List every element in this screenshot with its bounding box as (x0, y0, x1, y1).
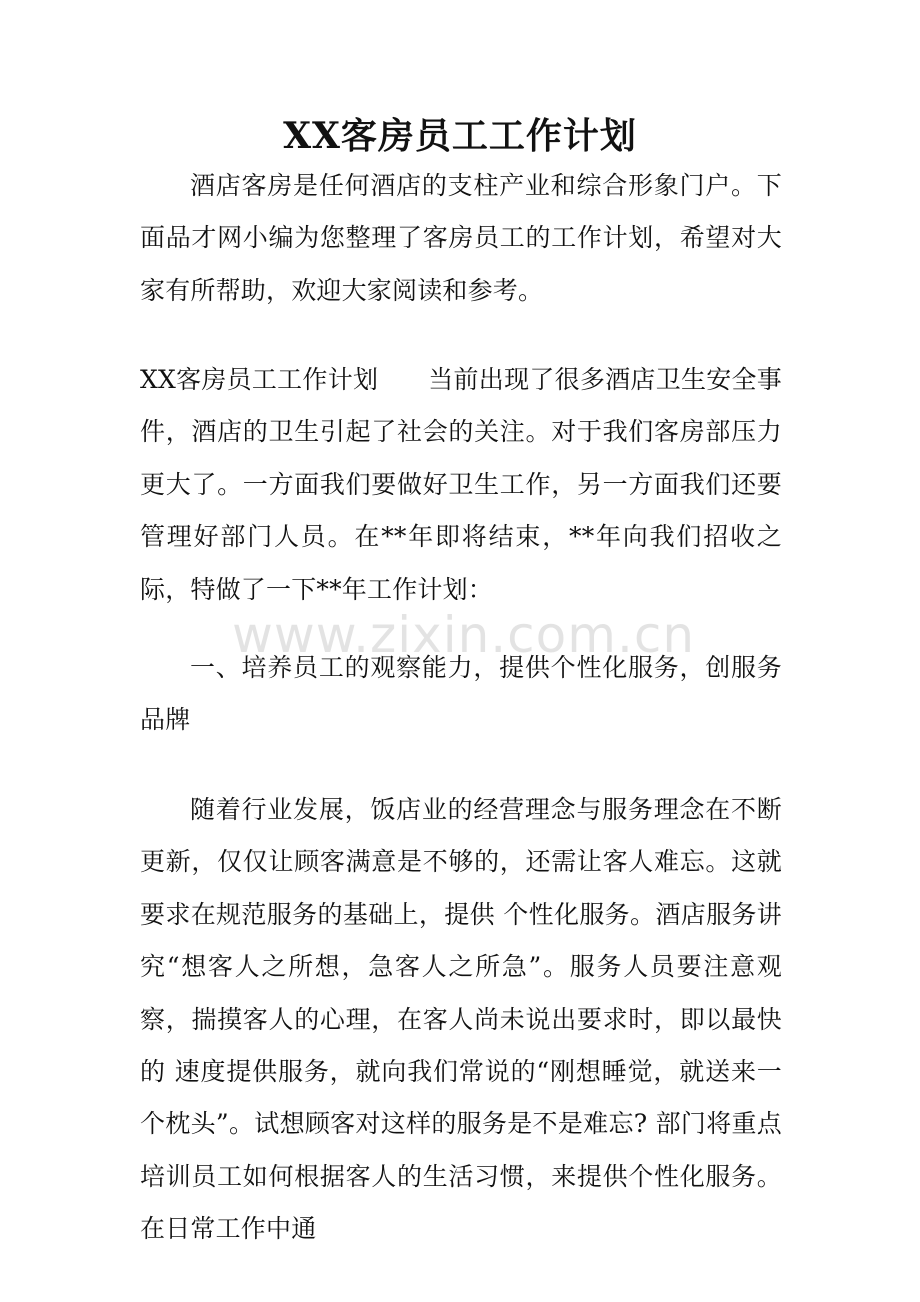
plan-paragraph (140, 354, 782, 616)
plan-text: 当前出现了很多酒店卫生安全事件，酒店的卫生引起了社会的关注。对于我们客房部压力更大了。一方面我们要做好卫生工作，另一方面我们还要管理好部门人员。在**年即将结束，**年向我们招收之际，特做了一下**年工作计划： (140, 365, 782, 604)
intro-paragraph: 酒店客房是任何酒店的支柱产业和综合形象门户。下面品才网小编为您整理了客房员工的工作计划，希望对大家有所帮助，欢迎大家阅读和参考。 (140, 171, 782, 305)
watermark: www.zixin.com.cn (232, 606, 696, 664)
document-title: XX客房员工工作计划 (283, 115, 637, 157)
section-heading: 一、培养员工的观察能力，提供个性化服务，创服务品牌 (140, 653, 782, 735)
section-body-paragraph: 随着行业发展，饭店业的经营理念与服务理念在不断更新，仅仅让顾客满意是不够的，还需让客人难忘。这就要求在规范服务的基础上，提供 个性化服务。酒店服务讲究“想客人之所想，急客人之所急”。服务人员要注意观察，揣摸客人的心理，在客人尚未说出要求时，即以最快的 速度提供服务，就向我们常说的“刚想睡觉，就送来一个枕头”。试想顾客对这样的服务是不是难忘? 部门将重点培训员工如何根据客人的生活习惯，来提供个性化服务。在日常工作中通 (140, 795, 782, 1244)
plan-label: XX客房员工工作计划 (140, 365, 379, 394)
